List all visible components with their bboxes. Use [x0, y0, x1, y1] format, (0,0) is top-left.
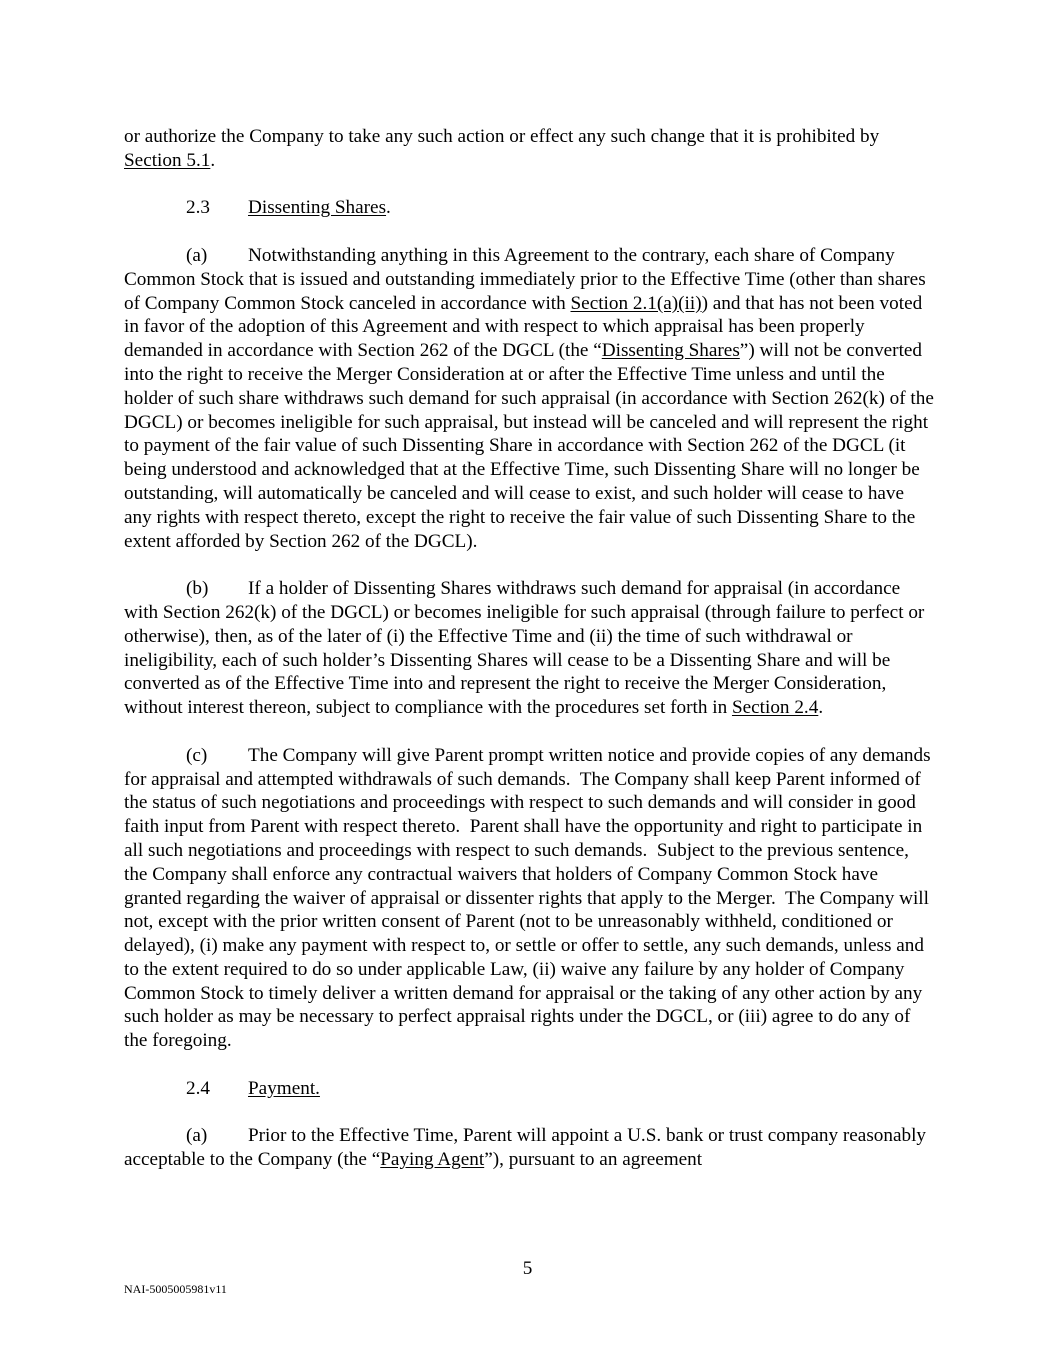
section-heading-2-4	[124, 1077, 934, 1101]
section-reference: Section 2.1(a)(ii)	[570, 292, 702, 314]
section-heading-2-3: 2.3 Dissenting Shares.	[186, 197, 391, 219]
paragraph-2-3-a: (a) Notwithstanding anything in this Agreement to the contrary, each share of Company Common Stock that is issued and outstanding immediately prior to the Effective Time (other than shares of Company Common Stock canceled in accordance with Section 2.1(a)(ii)) and that has not been voted in favor of the adoption of this Agreement and with respect to which appraisal has been properly demanded in accordance with Section 262 of the DGCL (the “Dissenting Shares”) will not be converted into the right to receive the Merger Consideration at or after the Effective Time unless and until the holder of such share withdraws such demand for such appraisal (in accordance with Section 262(k) of the DGCL) or becomes ineligible for such appraisal, but instead will be canceled and will represent the right to payment of the fair value of such Dissenting Share in accordance with Section 262 of the DGCL (it being understood and acknowledged that at the Effective Time, such Dissenting Share will no longer be outstanding, will automatically be canceled and will cease to exist, and such holder will cease to have any rights with respect thereto, except the right to receive the fair value of such Dissenting Share to the extent afforded by Section 262 of the DGCL).	[124, 244, 934, 552]
section-title: Dissenting Shares	[248, 197, 387, 219]
paragraph-label: (a)	[186, 1125, 208, 1147]
document-id: NAI-5005005981v11	[124, 1282, 227, 1296]
section-reference: Section 5.1	[124, 149, 211, 171]
paragraph-2-3-b: (b) If a holder of Dissenting Shares withdraws such demand for appraisal (in accordance with Section 262(k) of the DGCL) or becomes ineligible for such appraisal (through failure to perfect or otherwise), then, as of the later of (i) the Effective Time and (ii) the time of such withdrawal or ineligibility, each of such holder’s Dissenting Shares will cease to be a Dissenting Share and will be converted as of the Effective Time into and represent the right to receive the Merger Consideration, without interest thereon, subject to compliance with the procedures set forth in Section 2.4.	[124, 578, 925, 719]
section-reference: Section 2.4	[731, 697, 819, 719]
document-body	[124, 125, 934, 1196]
section-title: Payment.	[248, 1077, 320, 1099]
paragraph-continuation: or authorize the Company to take any such action or effect any such change that it is prohibited by Section 5.1.	[124, 126, 880, 171]
page-number: 5	[522, 1258, 533, 1279]
section-number: 2.4	[186, 1077, 210, 1099]
section-number: 2.3	[186, 197, 210, 219]
defined-term: Paying Agent	[380, 1149, 485, 1171]
paragraph-2-3-c: (c) The Company will give Parent prompt written notice and provide copies of any demands for appraisal and attempted withdrawals of such demands. The Company shall keep Parent informed of the status of such negotiations and proceedings with respect to such demands and will consider in good faith input from Parent with respect thereto. Parent shall have the opportunity and right to participate in all such negotiations and proceedings with respect to such demands. Subject to the previous sentence, the Company shall enforce any contractual waivers that holders of Company Common Stock have granted regarding the waiver of appraisal or dissenter rights that apply to the Merger. The Company will not, except with the prior written consent of Parent (not to be unreasonably withheld, conditioned or delayed), (i) make any payment with respect to, or settle or offer to settle, any such demands, unless and to the extent required to do so under applicable Law, (ii) waive any failure by any holder of Company Common Stock to timely deliver a written demand for appraisal or the taking of any other action by any such holder as may be necessary to perfect appraisal rights under the DGCL, or (iii) agree to do any of the foregoing.	[124, 744, 931, 1052]
paragraph-label: (c)	[186, 744, 208, 766]
paragraph-label: (a)	[186, 244, 208, 266]
defined-term: Dissenting Shares	[601, 340, 740, 362]
paragraph-label: (b)	[186, 578, 209, 600]
paragraph-2-4-a: (a) Prior to the Effective Time, Parent will appoint a U.S. bank or trust company reasonably acceptable to the Company (the “Paying Agent”), pursuant to an agreement	[124, 1125, 927, 1171]
